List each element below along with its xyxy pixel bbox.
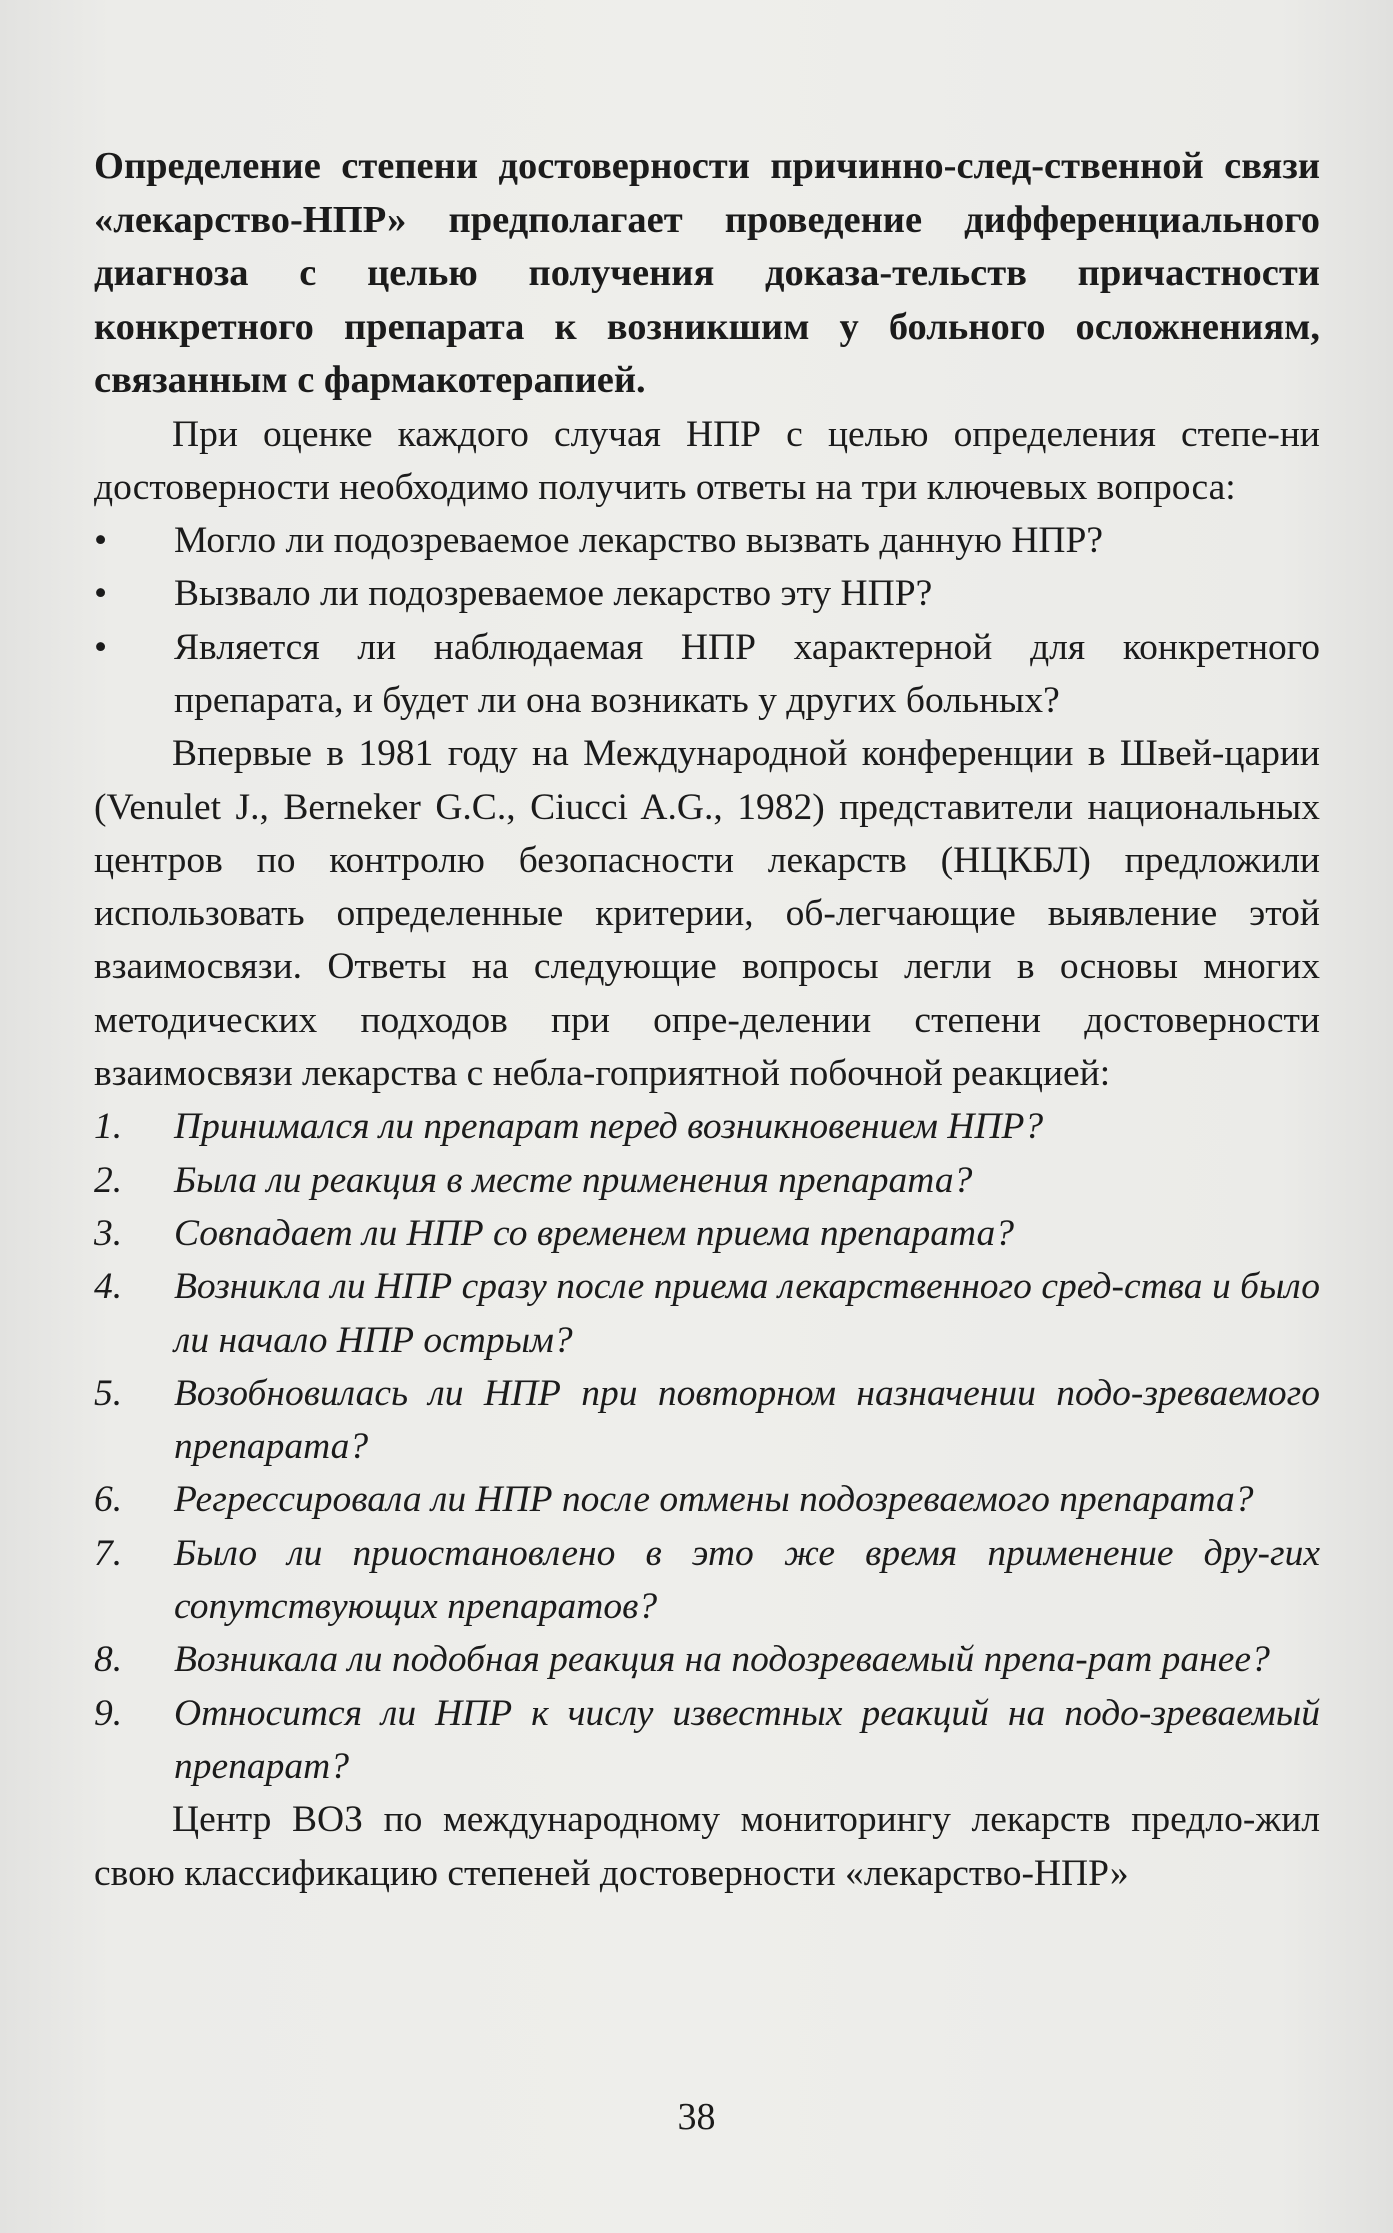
bullet-icon: • bbox=[94, 626, 108, 668]
question-item bbox=[94, 1633, 1320, 1686]
question-number: 1. bbox=[94, 1106, 123, 1148]
intro-bold-paragraph: Определение степени достоверности причинно-след-ственной связи «лекарство-НПР» предполагает проведение дифференциального диагноза с целью получения доказа-тельств причастности конкретного препарата к возникшим у больного осложнениям, связанным с фармакотерапией. bbox=[94, 145, 1320, 401]
question-text: Возникала ли подобная реакция на подозреваемый препа-рат ранее? bbox=[174, 1639, 1270, 1681]
bullet-text: Вызвало ли подозреваемое лекарство эту НПР? bbox=[174, 573, 933, 615]
bullet-item bbox=[94, 621, 1320, 728]
question-text: Было ли приостановлено в это же время применение дру-гих сопутствующих препаратов? bbox=[174, 1532, 1320, 1628]
question-text: Возникла ли НПР сразу после приема лекарственного сред-ства и было ли начало НПР острым? bbox=[174, 1266, 1320, 1361]
bullet-text: Является ли наблюдаемая НПР характерной для конкретного препарата, и будет ли она возникать у других больных? bbox=[174, 626, 1320, 721]
question-number: 6. bbox=[94, 1479, 123, 1521]
question-item bbox=[94, 1367, 1320, 1474]
question-text: Регрессировала ли НПР после отмены подозреваемого препарата? bbox=[174, 1479, 1254, 1521]
page-number: 38 bbox=[677, 2096, 716, 2138]
question-item bbox=[94, 1527, 1320, 1634]
question-item bbox=[94, 1687, 1320, 1794]
question-text: Относится ли НПР к числу известных реакций на подо-зреваемый препарат? bbox=[174, 1692, 1320, 1787]
bullet-list bbox=[94, 514, 1320, 727]
question-number: 9. bbox=[94, 1692, 123, 1734]
bullet-item bbox=[94, 514, 1320, 567]
page-body bbox=[94, 140, 1320, 1900]
question-number: 7. bbox=[94, 1532, 123, 1574]
paragraph-conference: Впервые в 1981 году на Международной конференции в Швей-царии (Venulet J., Berneker G.C., Ciucci A.G., 1982) представители национальных центров по контролю безопасности лекарств (НЦКБЛ) предложили использовать определенные критерии, об-легчающие выявление этой взаимосвязи. Ответы на следующие вопросы легли в основы многих методических подходов при опре-делении степени достоверности взаимосвязи лекарства с небла-гоприятной побочной реакцией: bbox=[94, 733, 1320, 1095]
question-item bbox=[94, 1473, 1320, 1526]
question-number: 5. bbox=[94, 1372, 123, 1414]
question-item bbox=[94, 1207, 1320, 1260]
question-text: Была ли реакция в месте применения препарата? bbox=[174, 1159, 973, 1201]
criteria-question-list bbox=[94, 1100, 1320, 1793]
question-text: Возобновилась ли НПР при повторном назначении подо-зреваемого препарата? bbox=[174, 1372, 1320, 1468]
question-number: 3. bbox=[94, 1212, 123, 1254]
question-number: 2. bbox=[94, 1159, 123, 1201]
bullet-icon: • bbox=[94, 573, 108, 615]
question-item bbox=[94, 1100, 1320, 1153]
bullet-icon: • bbox=[94, 520, 108, 562]
question-text: Принимался ли препарат перед возникновением НПР? bbox=[174, 1106, 1044, 1148]
question-item bbox=[94, 1154, 1320, 1207]
bullet-item bbox=[94, 567, 1320, 620]
paragraph-key-questions: При оценке каждого случая НПР с целью определения степе-ни достоверности необходимо получить ответы на три ключевых вопроса: bbox=[94, 413, 1320, 508]
question-number: 8. bbox=[94, 1639, 123, 1681]
bullet-text: Могло ли подозреваемое лекарство вызвать данную НПР? bbox=[174, 520, 1104, 562]
question-item bbox=[94, 1260, 1320, 1367]
paragraph-who-classification: Центр ВОЗ по международному мониторингу лекарств предло-жил свою классификацию степеней достоверности «лекарство-НПР» bbox=[94, 1799, 1320, 1894]
question-number: 4. bbox=[94, 1266, 123, 1308]
question-text: Совпадает ли НПР со временем приема препарата? bbox=[174, 1212, 1015, 1254]
